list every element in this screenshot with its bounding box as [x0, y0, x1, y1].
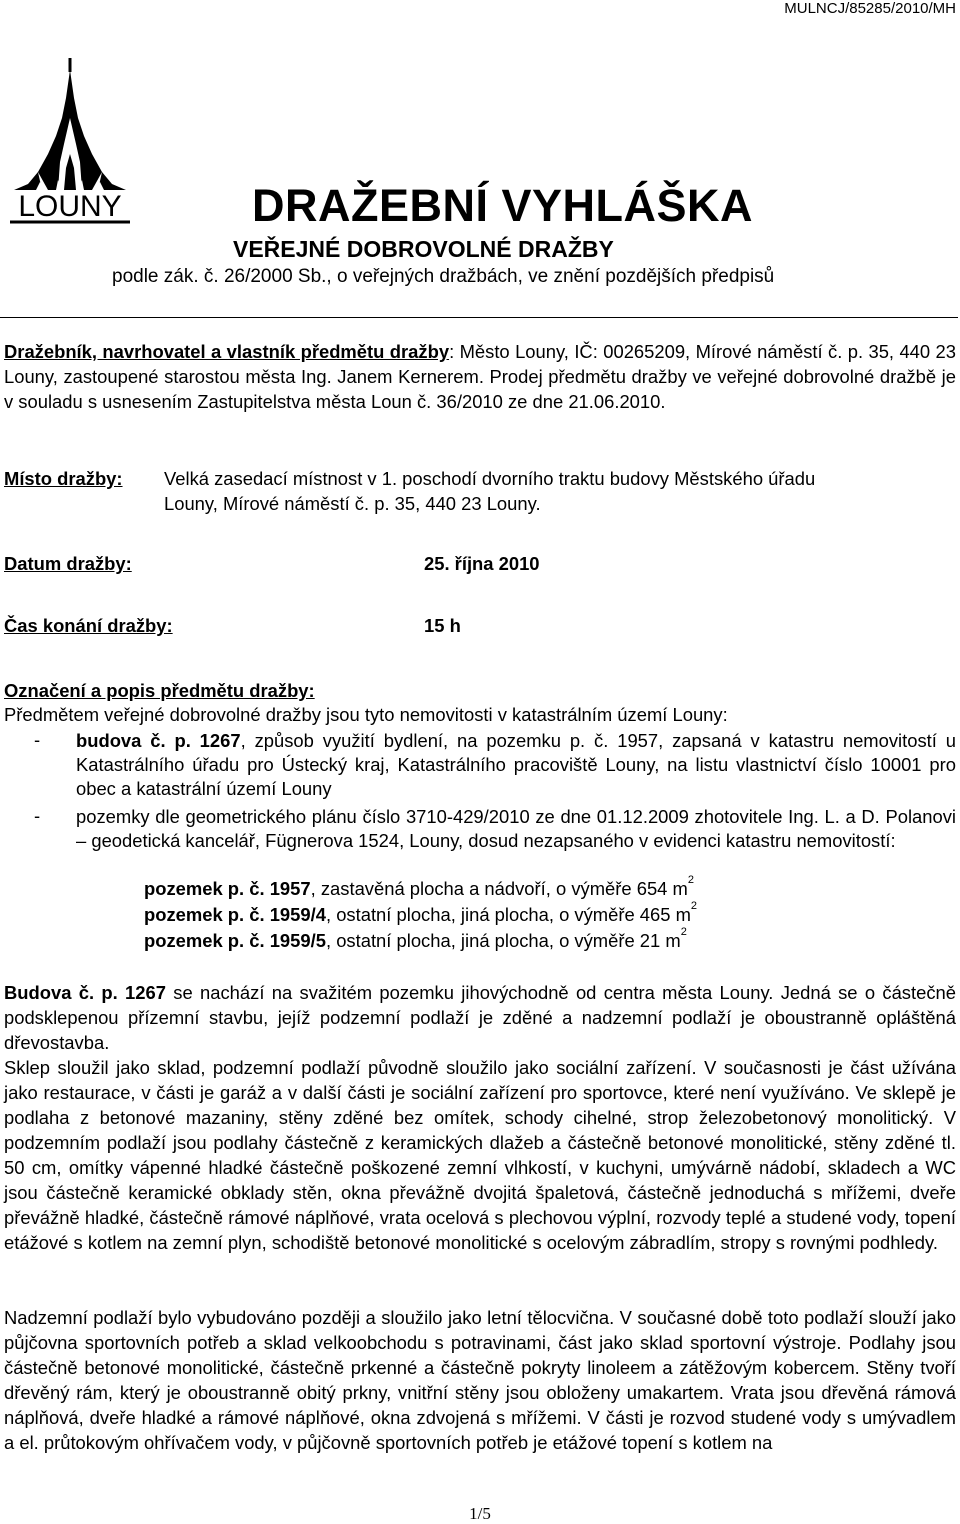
document-id: MULNCJ/85285/2010/MH — [784, 0, 956, 17]
auctioneer-paragraph — [4, 339, 956, 414]
header-divider — [0, 317, 958, 318]
page-number: 1/5 — [469, 1504, 491, 1523]
auctioneer-text: : Město Louny, IČ: 00265209, Mírové náměstí č. p. 35, 440 23 Louny, zastoupené starostou města Ing. Janem Kernerem. Prodej předmětu dražby ve veřejné dobrovolné dražbě je v souladu s usnesením Zastupitelstva města Loun č. 36/2010 ze dne 21.06.2010. — [4, 341, 956, 412]
legal-reference: podle zák. č. 26/2000 Sb., o veřejných dražbách, ve znění pozdějších předpisů — [112, 266, 775, 287]
place-line-1: Velká zasedací místnost v 1. poschodí dvorního traktu budovy Městského úřadu — [164, 468, 816, 489]
louny-logo-icon — [8, 58, 132, 226]
subject-intro: Předmětem veřejné dobrovolné dražby jsou tyto nemovitosti v katastrálním území Louny: — [4, 704, 728, 725]
auctioneer-label: Dražebník, navrhovatel a vlastník předmětu dražby — [4, 341, 450, 362]
list-dash-1: - — [34, 729, 41, 750]
building-text: , způsob využití bydlení, na pozemku p. č. 1957, zapsaná v katastru nemovitostí u Katastrálního úřadu pro Ústecký kraj, Katastrálního pracoviště Louny, na listu vlastnictví číslo 10001 pro obec a katastrální území Louny — [76, 730, 956, 799]
date-label: Datum dražby: — [4, 553, 132, 574]
subject-heading: Označení a popis předmětu dražby: — [4, 680, 315, 701]
plot-unit-sup: 2 — [687, 874, 694, 886]
description-paragraph-1 — [4, 980, 956, 1055]
description-paragraph-2: Sklep sloužil jako sklad, podzemní podlaží původně sloužilo jako sociální zařízení. V současnosti je část užívána jako restaurace, v části je garáž a v další části je sociální zařízení pro sportovce, které není využíváno. Ve sklepě je podlaha z betonové mazaniny, stěny zděné bez omítek, schody cihelné, strop železobetonový monolitický. V podzemním podlaží jsou podlahy částečně z keramických dlažeb a částečně betonové monolitické, stěny zděné tl. 50 cm, omítky vápenné hladké částečně poškozené zemní vlhkostí, v kuchyni, umývárně nádobí, skladech a WC jsou částečně keramické obklady stěn, okna převážně dvojitá špaletová, částečně jednoduchá s mřížemi, dveře převážně hladké, částečně rámové náplňové, vrata ocelová s plechovou výplní, rozvody teplé a studené vody, topení etážové s kotlem na zemní plyn, schodiště betonové monolitické s ocelovým zábradlím, stropy s rovnými podhledy. — [4, 1057, 956, 1253]
document-title: DRAŽEBNÍ VYHLÁŠKA — [252, 180, 754, 231]
description-p1-text: se nachází na svažitém pozemku jihovýchodně od centra města Louny. Jedná se o částečně podsklepenou přízemní stavbu, jejíž podzemní podlaží je zděné a nadzemní podlaží je oboustranně opláštěná dřevostavba. — [4, 982, 956, 1053]
list-item-building — [76, 729, 956, 801]
plot-text: , ostatní plocha, jiná plocha, o výměře 21 m — [325, 930, 681, 951]
plot-id: pozemek p. č. 1957 — [144, 878, 311, 899]
time-label: Čas konání dražby: — [4, 615, 173, 636]
list-dash-2: - — [34, 805, 41, 826]
plot-id: pozemek p. č. 1959/5 — [144, 930, 326, 951]
document-subtitle: VEŘEJNÉ DOBROVOLNÉ DRAŽBY — [233, 236, 614, 262]
description-building-id: Budova č. p. 1267 — [4, 982, 166, 1003]
plot-row — [144, 926, 687, 952]
logo-text: LOUNY — [18, 190, 122, 223]
place-label: Místo dražby: — [4, 468, 123, 489]
date-value: 25. října 2010 — [424, 553, 540, 574]
description-paragraph-3: Nadzemní podlaží bylo vybudováno později a sloužilo jako letní tělocvična. V současné době toto podlaží slouží jako půjčovna sportovních potřeb a sklad velkoobchodu s potravinami, část jako sklad sportovní výstroje. Podlahy jsou částečně betonové monolitické, částečně prkenné a částečně pokryty linoleem a zátěžovým kobercem. Stěny tvoří dřevěný rám, který je oboustranně obitý prkny, vnitřní stěny jsou obloženy umakartem. Vrata jsou dřevěná rámová náplňová, dveře hladké a rámové náplňové, okna zdvojená s mřížemi. V části je rozvod studené vody s umývadlem a el. průtokovým ohřívačem vody, v půjčovně sportovních potřeb je etážové topení s kotlem na — [4, 1307, 956, 1453]
building-id: budova č. p. 1267 — [76, 730, 241, 751]
plot-text: , ostatní plocha, jiná plocha, o výměře 465 m — [325, 904, 691, 925]
plot-text: , zastavěná plocha a nádvoří, o výměře 654 m — [310, 878, 688, 899]
plot-row — [144, 874, 694, 900]
plot-unit-sup: 2 — [680, 926, 687, 938]
plot-unit-sup: 2 — [690, 900, 698, 912]
place-line-2: Louny, Mírové náměstí č. p. 35, 440 23 Louny. — [164, 493, 541, 514]
time-value: 15 h — [424, 615, 461, 636]
plot-row — [144, 900, 698, 926]
list-item-plots: pozemky dle geometrického plánu číslo 3710-429/2010 ze dne 01.12.2009 zhotovitele Ing. L. a D. Polanovi – geodetická kancelář, Fügnerova 1524, Louny, dosud nezapsaného v evidenci katastru nemovitostí: — [76, 806, 956, 851]
plot-id: pozemek p. č. 1959/4 — [144, 904, 326, 925]
